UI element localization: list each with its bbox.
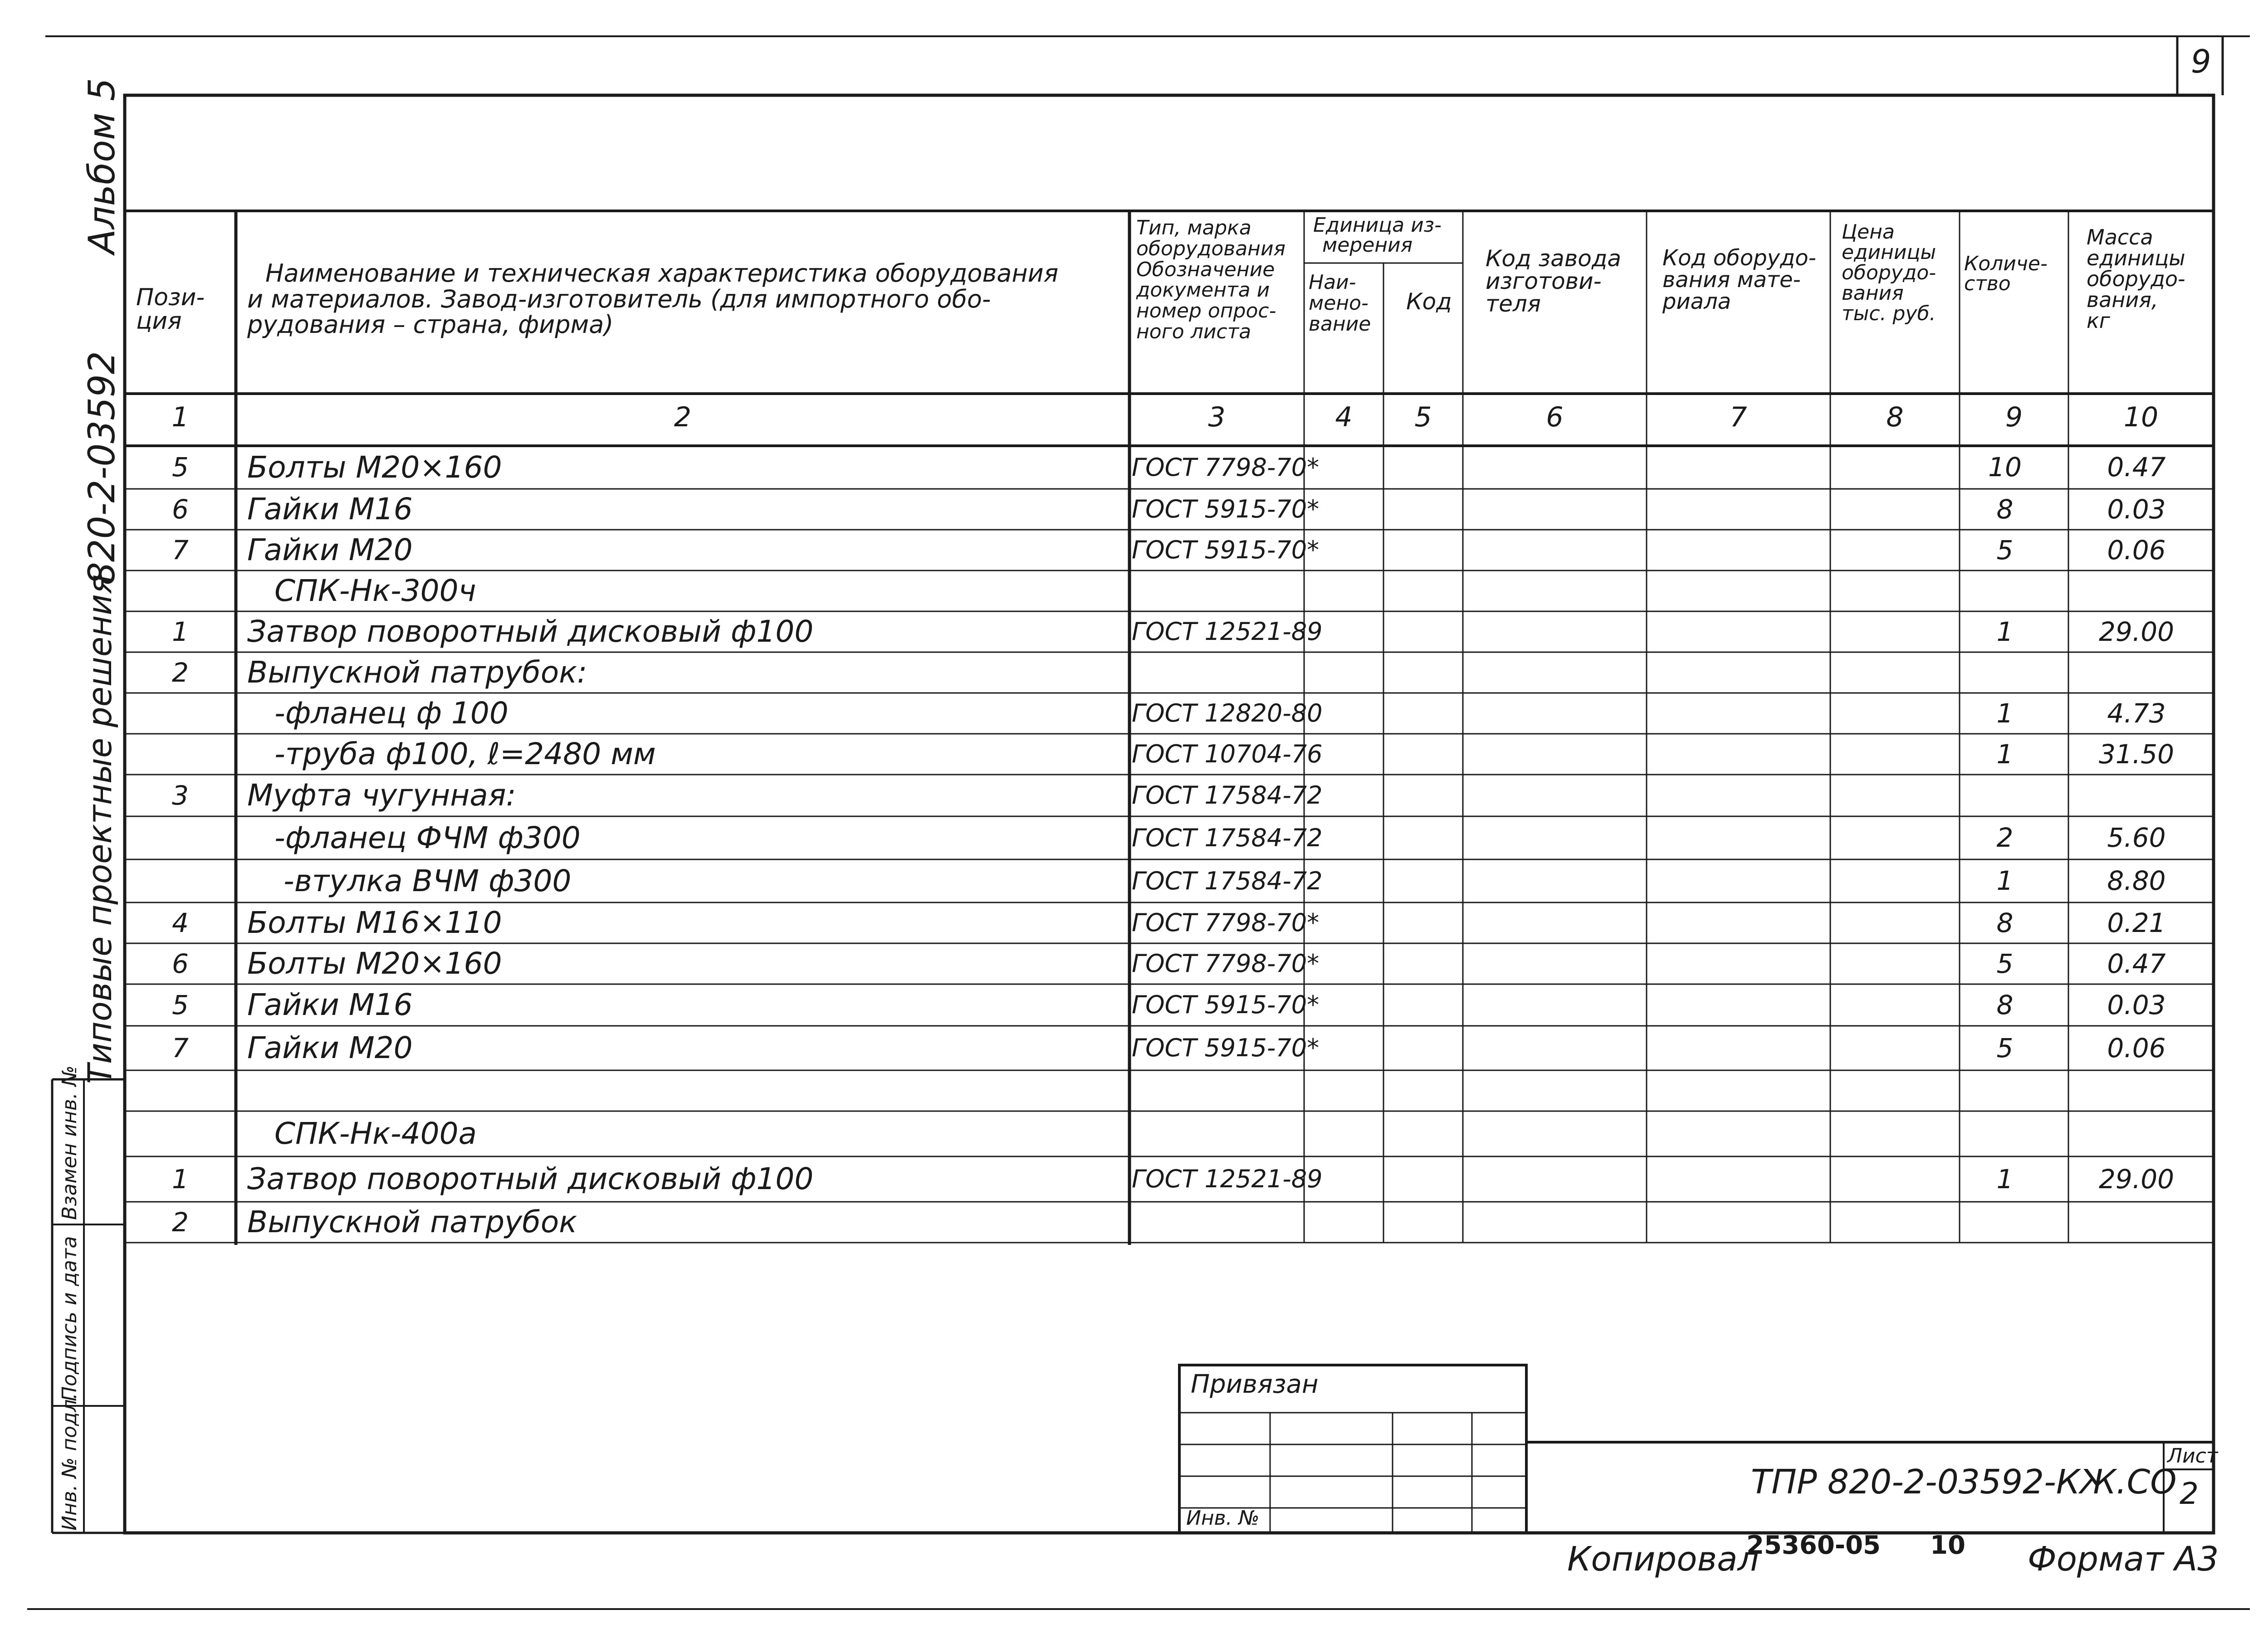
col-number: 5 [1414,401,1432,433]
col-number: 1 [171,401,189,433]
header-unit-name: Наи- мено- вание [1309,271,1371,336]
cell-mass [2068,1202,2204,1243]
cell-document [1132,1202,1304,1243]
cell-document: ГОСТ 7798-70* [1132,908,1320,937]
cell-mass [2068,571,2204,611]
cell-position [125,571,236,611]
order-sub-number: 10 [1930,1531,1965,1560]
cell-quantity [1960,1070,2050,1111]
inv-vzam-label: Взамен инв. № [58,1065,81,1220]
table-row [0,734,2268,775]
col-number: 7 [1730,401,1747,433]
cell-position [125,816,236,859]
cell-position [125,734,236,775]
cell-quantity: 1 [1996,739,2014,770]
document-designation: ТПР 820-2-03592-КЖ.СО [1751,1463,2177,1502]
header-type: Тип, марка оборудования Обозначение документа и номер опрос- ного листа [1136,216,1286,343]
cell-name: Болты М20×160 [247,450,502,485]
cell-name: СПК-Нк-300ч [274,573,476,608]
cell-name [247,1070,1123,1111]
table-row [0,489,2268,530]
inv-podl-label: Инв. № подл. [58,1393,81,1531]
table-row [0,652,2268,693]
cell-document: ГОСТ 17584-72 [1132,867,1323,895]
sheet-label: Лист [2167,1444,2218,1468]
cell-position: 7 [172,1033,189,1063]
cell-name: Болты М16×110 [247,905,502,940]
cell-mass: 0.21 [2107,907,2166,938]
col-number: 6 [1546,401,1564,433]
cell-document: ГОСТ 12820-80 [1132,699,1323,727]
table-row [0,530,2268,571]
cell-quantity: 8 [1996,907,2014,938]
cell-position: 5 [172,990,189,1020]
cell-name: Гайки М20 [247,532,413,567]
table-row [0,446,2268,489]
cell-mass: 0.06 [2107,1033,2166,1063]
table-row [0,775,2268,816]
project-code-vertical: 820-2-03592 [81,351,123,585]
copied-by-label: Копировал [1567,1540,1759,1579]
cell-mass: 4.73 [2107,698,2166,729]
inv-no-label: Инв. № [1186,1507,1260,1530]
cell-mass [2068,1070,2204,1111]
cell-document: ГОСТ 7798-70* [1132,949,1320,978]
col-number: 10 [2123,401,2159,433]
header-price: Цена единицы оборудо- вания тыс. руб. [1842,220,1936,325]
cell-quantity: 10 [1988,452,2022,483]
cell-position: 3 [172,780,189,811]
table-row [0,902,2268,943]
cell-position: 6 [172,948,189,979]
table-row [0,571,2268,611]
cell-quantity [1960,652,2050,693]
cell-document [1132,652,1304,693]
cell-position [125,859,236,902]
header-unit-group: Единица из- мерения [1313,214,1442,257]
cell-name: Затвор поворотный дисковый ф100 [247,1161,814,1196]
cell-document: ГОСТ 7798-70* [1132,453,1320,482]
cell-document [1132,1070,1304,1111]
table-row [0,693,2268,734]
table-row [0,859,2268,902]
order-number: 25360-05 [1746,1531,1881,1560]
col-number: 3 [1208,401,1226,433]
cell-name: Гайки М16 [247,492,413,527]
header-equipment-code: Код оборудо- вания мате- риала [1662,245,1816,314]
cell-quantity [1960,1202,2050,1243]
cell-mass: 8.80 [2107,865,2166,896]
cell-position: 6 [172,494,189,525]
cell-position: 2 [172,1207,189,1238]
cell-quantity [1960,571,2050,611]
sheet-number: 2 [2180,1476,2199,1511]
cell-document: ГОСТ 10704-76 [1132,740,1323,768]
cell-quantity: 2 [1996,822,2014,853]
cell-mass [2068,1111,2204,1156]
cell-document [1132,571,1304,611]
cell-mass: 0.47 [2107,948,2166,979]
signature-date-label: Подпись и дата [58,1236,81,1401]
cell-position: 4 [172,907,189,938]
table-row [0,1070,2268,1111]
cell-quantity: 1 [1996,616,2014,647]
cell-position: 7 [172,535,189,566]
cell-quantity: 5 [1996,535,2014,566]
cell-name: Болты М20×160 [247,946,502,981]
table-row [0,1026,2268,1070]
cell-mass: 5.60 [2107,822,2166,853]
cell-quantity: 8 [1996,494,2014,525]
header-quantity: Количе- ство [1964,252,2048,295]
cell-name: Гайки М20 [247,1030,413,1065]
cell-mass: 0.47 [2107,452,2166,483]
cell-document: ГОСТ 17584-72 [1132,781,1323,810]
cell-quantity: 1 [1996,865,2014,896]
cell-mass: 0.03 [2107,494,2166,525]
header-position: Пози- ция [136,284,205,335]
table-row [0,816,2268,859]
cell-name: -труба ф100, ℓ=2480 мм [274,737,656,771]
cell-mass: 0.03 [2107,990,2166,1020]
cell-quantity: 5 [1996,1033,2014,1063]
header-unit-code: Код [1406,288,1452,315]
cell-name: -втулка ВЧМ ф300 [284,863,572,898]
col-number: 8 [1886,401,1904,433]
col-number: 4 [1335,401,1353,433]
cell-name: Затвор поворотный дисковый ф100 [247,614,814,649]
cell-mass: 29.00 [2098,616,2175,647]
cell-document: ГОСТ 5915-70* [1132,1034,1320,1062]
cell-position: 1 [172,616,189,647]
album-label: Альбом 5 [81,78,123,254]
table-row [0,984,2268,1026]
cell-mass: 31.50 [2098,739,2175,770]
header-name: Наименование и техническая характеристика оборудования и материалов. Завод-изготовитель (для импортного обо- рудования – страна, фирма) [247,259,1059,339]
cell-name: -фланец ф 100 [274,696,508,731]
cell-position: 2 [172,657,189,688]
cell-mass [2068,775,2204,816]
header-factory-code: Код завода изготови- теля [1486,245,1622,317]
cell-position [125,1111,236,1156]
cell-document: ГОСТ 12521-89 [1132,1165,1323,1193]
header-mass: Масса единицы оборудо- вания, кг [2087,225,2185,333]
cell-name: -фланец ФЧМ ф300 [274,820,581,855]
cell-quantity: 8 [1996,990,2014,1020]
cell-document: ГОСТ 5915-70* [1132,990,1320,1019]
cell-document: ГОСТ 5915-70* [1132,495,1320,523]
cell-mass: 0.06 [2107,535,2166,566]
col-number: 2 [674,401,692,433]
page-number: 9 [2191,43,2211,80]
cell-position [125,1070,236,1111]
cell-quantity [1960,1111,2050,1156]
table-row [0,1156,2268,1202]
table-row [0,1111,2268,1156]
cell-document [1132,1111,1304,1156]
cell-name: Выпускной патрубок: [247,655,587,690]
cell-name: Выпускной патрубок [247,1205,577,1239]
cell-quantity [1960,775,2050,816]
cell-quantity: 1 [1996,1164,2014,1195]
cell-name: Гайки М16 [247,987,413,1022]
cell-mass [2068,652,2204,693]
privyazan-label: Привязан [1191,1370,1319,1399]
cell-document: ГОСТ 12521-89 [1132,617,1323,646]
cell-position: 1 [172,1164,189,1195]
table-row [0,943,2268,984]
cell-quantity: 5 [1996,948,2014,979]
cell-name: Муфта чугунная: [247,778,516,813]
col-number: 9 [2005,401,2023,433]
table-row [0,611,2268,652]
series-label: Типовые проектные решения [81,574,119,1084]
cell-position [125,693,236,734]
cell-document: ГОСТ 17584-72 [1132,824,1323,852]
table-row [0,1202,2268,1243]
cell-document: ГОСТ 5915-70* [1132,536,1320,564]
cell-position: 5 [172,452,189,483]
cell-name: СПК-Нк-400а [274,1116,477,1151]
cell-mass: 29.00 [2098,1164,2175,1195]
format-label: Формат А3 [2028,1540,2219,1579]
cell-quantity: 1 [1996,698,2014,729]
